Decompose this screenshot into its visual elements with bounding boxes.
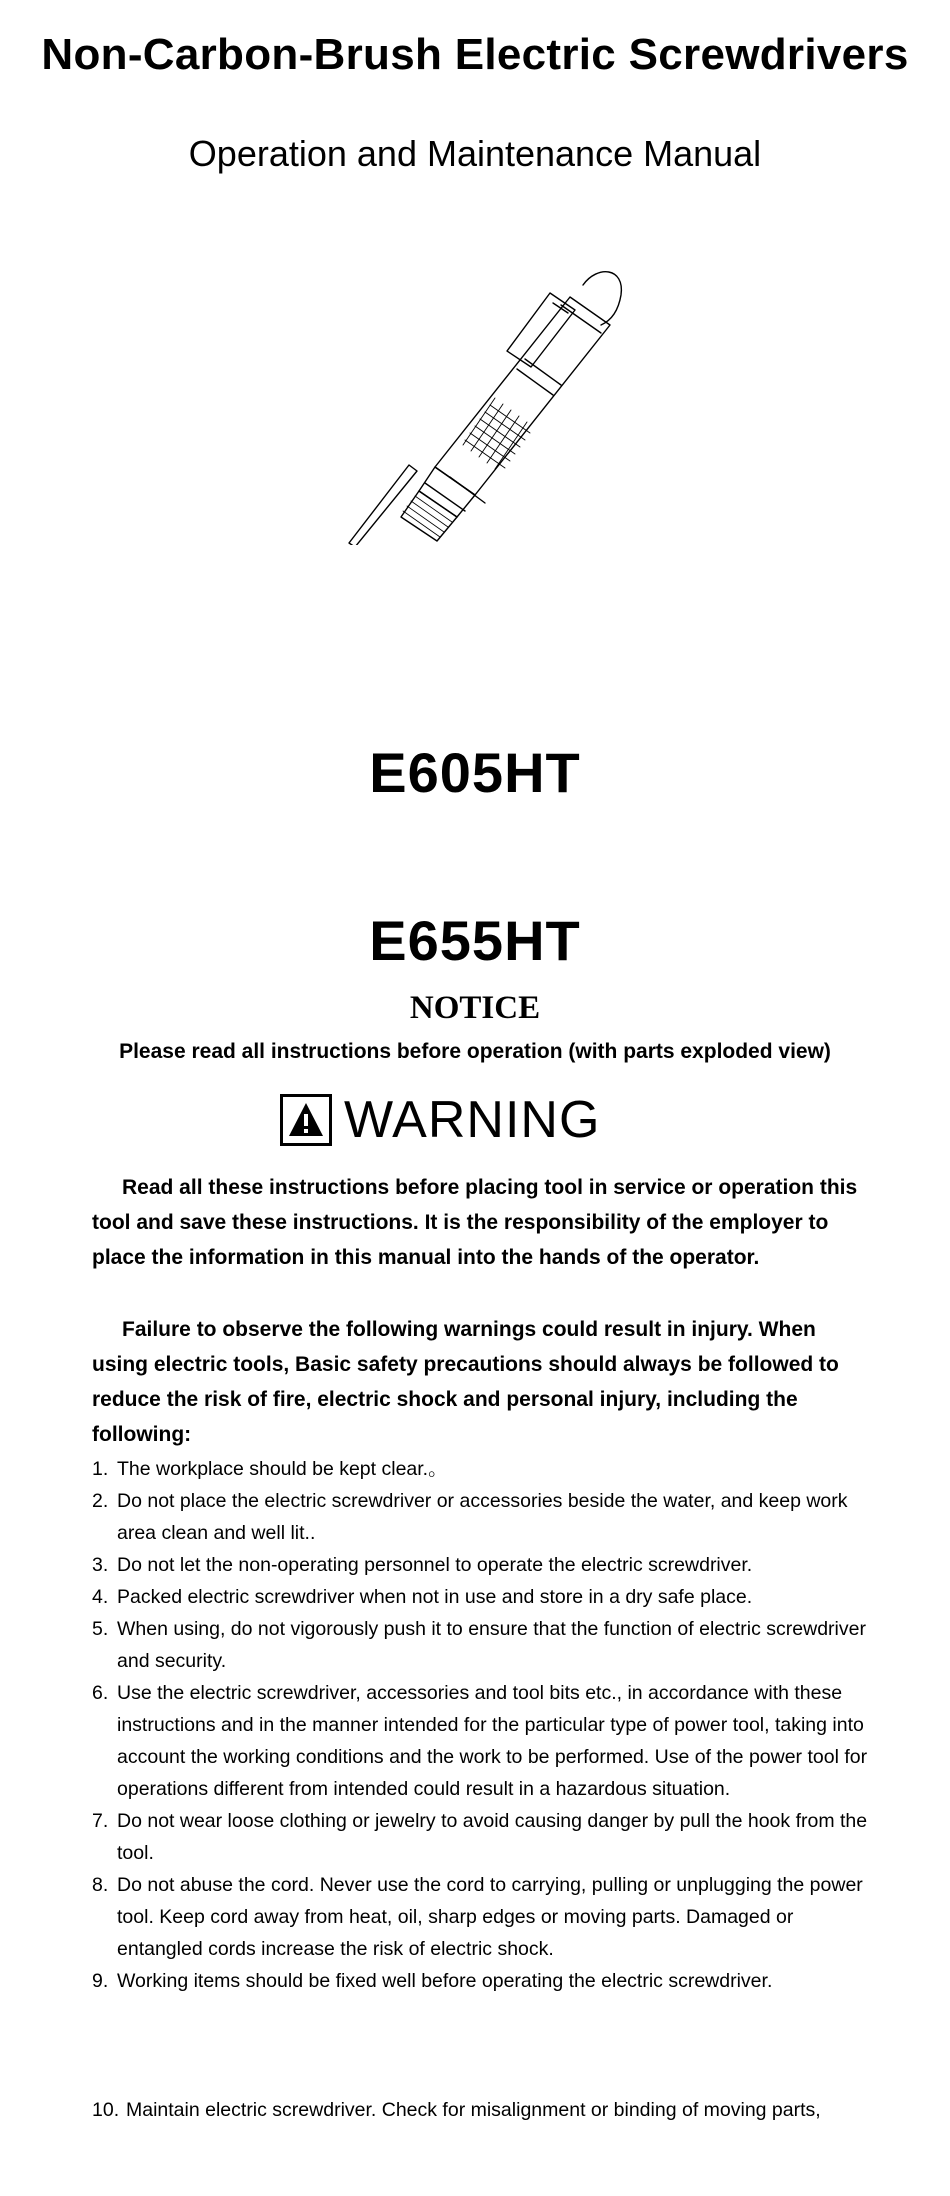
electric-screwdriver-illustration	[325, 255, 665, 545]
warning-label: WARNING	[344, 1091, 601, 1149]
list-item: 3. Do not let the non-operating personnel to operate the electric screwdriver.	[92, 1554, 753, 1576]
model-number: E655HT	[369, 909, 581, 972]
intro-paragraph: Failure to observe the following warnings could result in injury. When using electric tools, Basic safety precautions should always be followed to reduce the risk of fire, electric shock and personal injury, including the following:	[92, 1318, 839, 1446]
notice-text: Please read all instructions before operation (with parts exploded view)	[119, 1040, 831, 1063]
safety-instructions-list	[92, 1453, 882, 1997]
list-item: 7. Do not wear loose clothing or jewelry to avoid causing danger by pull the hook from the tool.	[92, 1810, 868, 1864]
list-item: 1. The workplace should be kept clear.。	[92, 1458, 448, 1480]
list-item: 8. Do not abuse the cord. Never use the cord to carrying, pulling or unplugging the power tool. Keep cord away from heat, oil, sharp edges or moving parts. Damaged or entangled cords increase the risk of electric shock.	[92, 1874, 863, 1960]
list-item: 6. Use the electric screwdriver, accessories and tool bits etc., in accordance with these instructions and in the manner intended for the particular type of power tool, taking into account the working conditions and the work to be performed. Use of the power tool for operations different from intended could result in a hazardous situation.	[92, 1682, 868, 1800]
intro-paragraph: Read all these instructions before placing tool in service or operation this tool and save these instructions. It is the responsibility of the employer to place the information in this manual into the hands of the operator.	[92, 1176, 858, 1269]
list-item: 5. When using, do not vigorously push it to ensure that the function of electric screwdriver and security.	[92, 1618, 866, 1672]
model-number: E605HT	[369, 741, 581, 804]
document-title: Non-Carbon-Brush Electric Screwdrivers	[41, 30, 909, 79]
list-item: 4. Packed electric screwdriver when not in use and store in a dry safe place.	[92, 1586, 753, 1608]
warning-triangle-icon	[280, 1094, 332, 1146]
list-item: 9. Working items should be fixed well before operating the electric screwdriver.	[92, 1970, 773, 1992]
document-subtitle: Operation and Maintenance Manual	[188, 133, 762, 174]
notice-heading: NOTICE	[409, 990, 541, 1026]
list-item: 2. Do not place the electric screwdriver or accessories beside the water, and keep work area clean and well lit..	[92, 1490, 848, 1544]
list-item: 10. Maintain electric screwdriver. Check for misalignment or binding of moving parts,	[92, 2099, 821, 2121]
warning-heading	[280, 1090, 600, 1150]
